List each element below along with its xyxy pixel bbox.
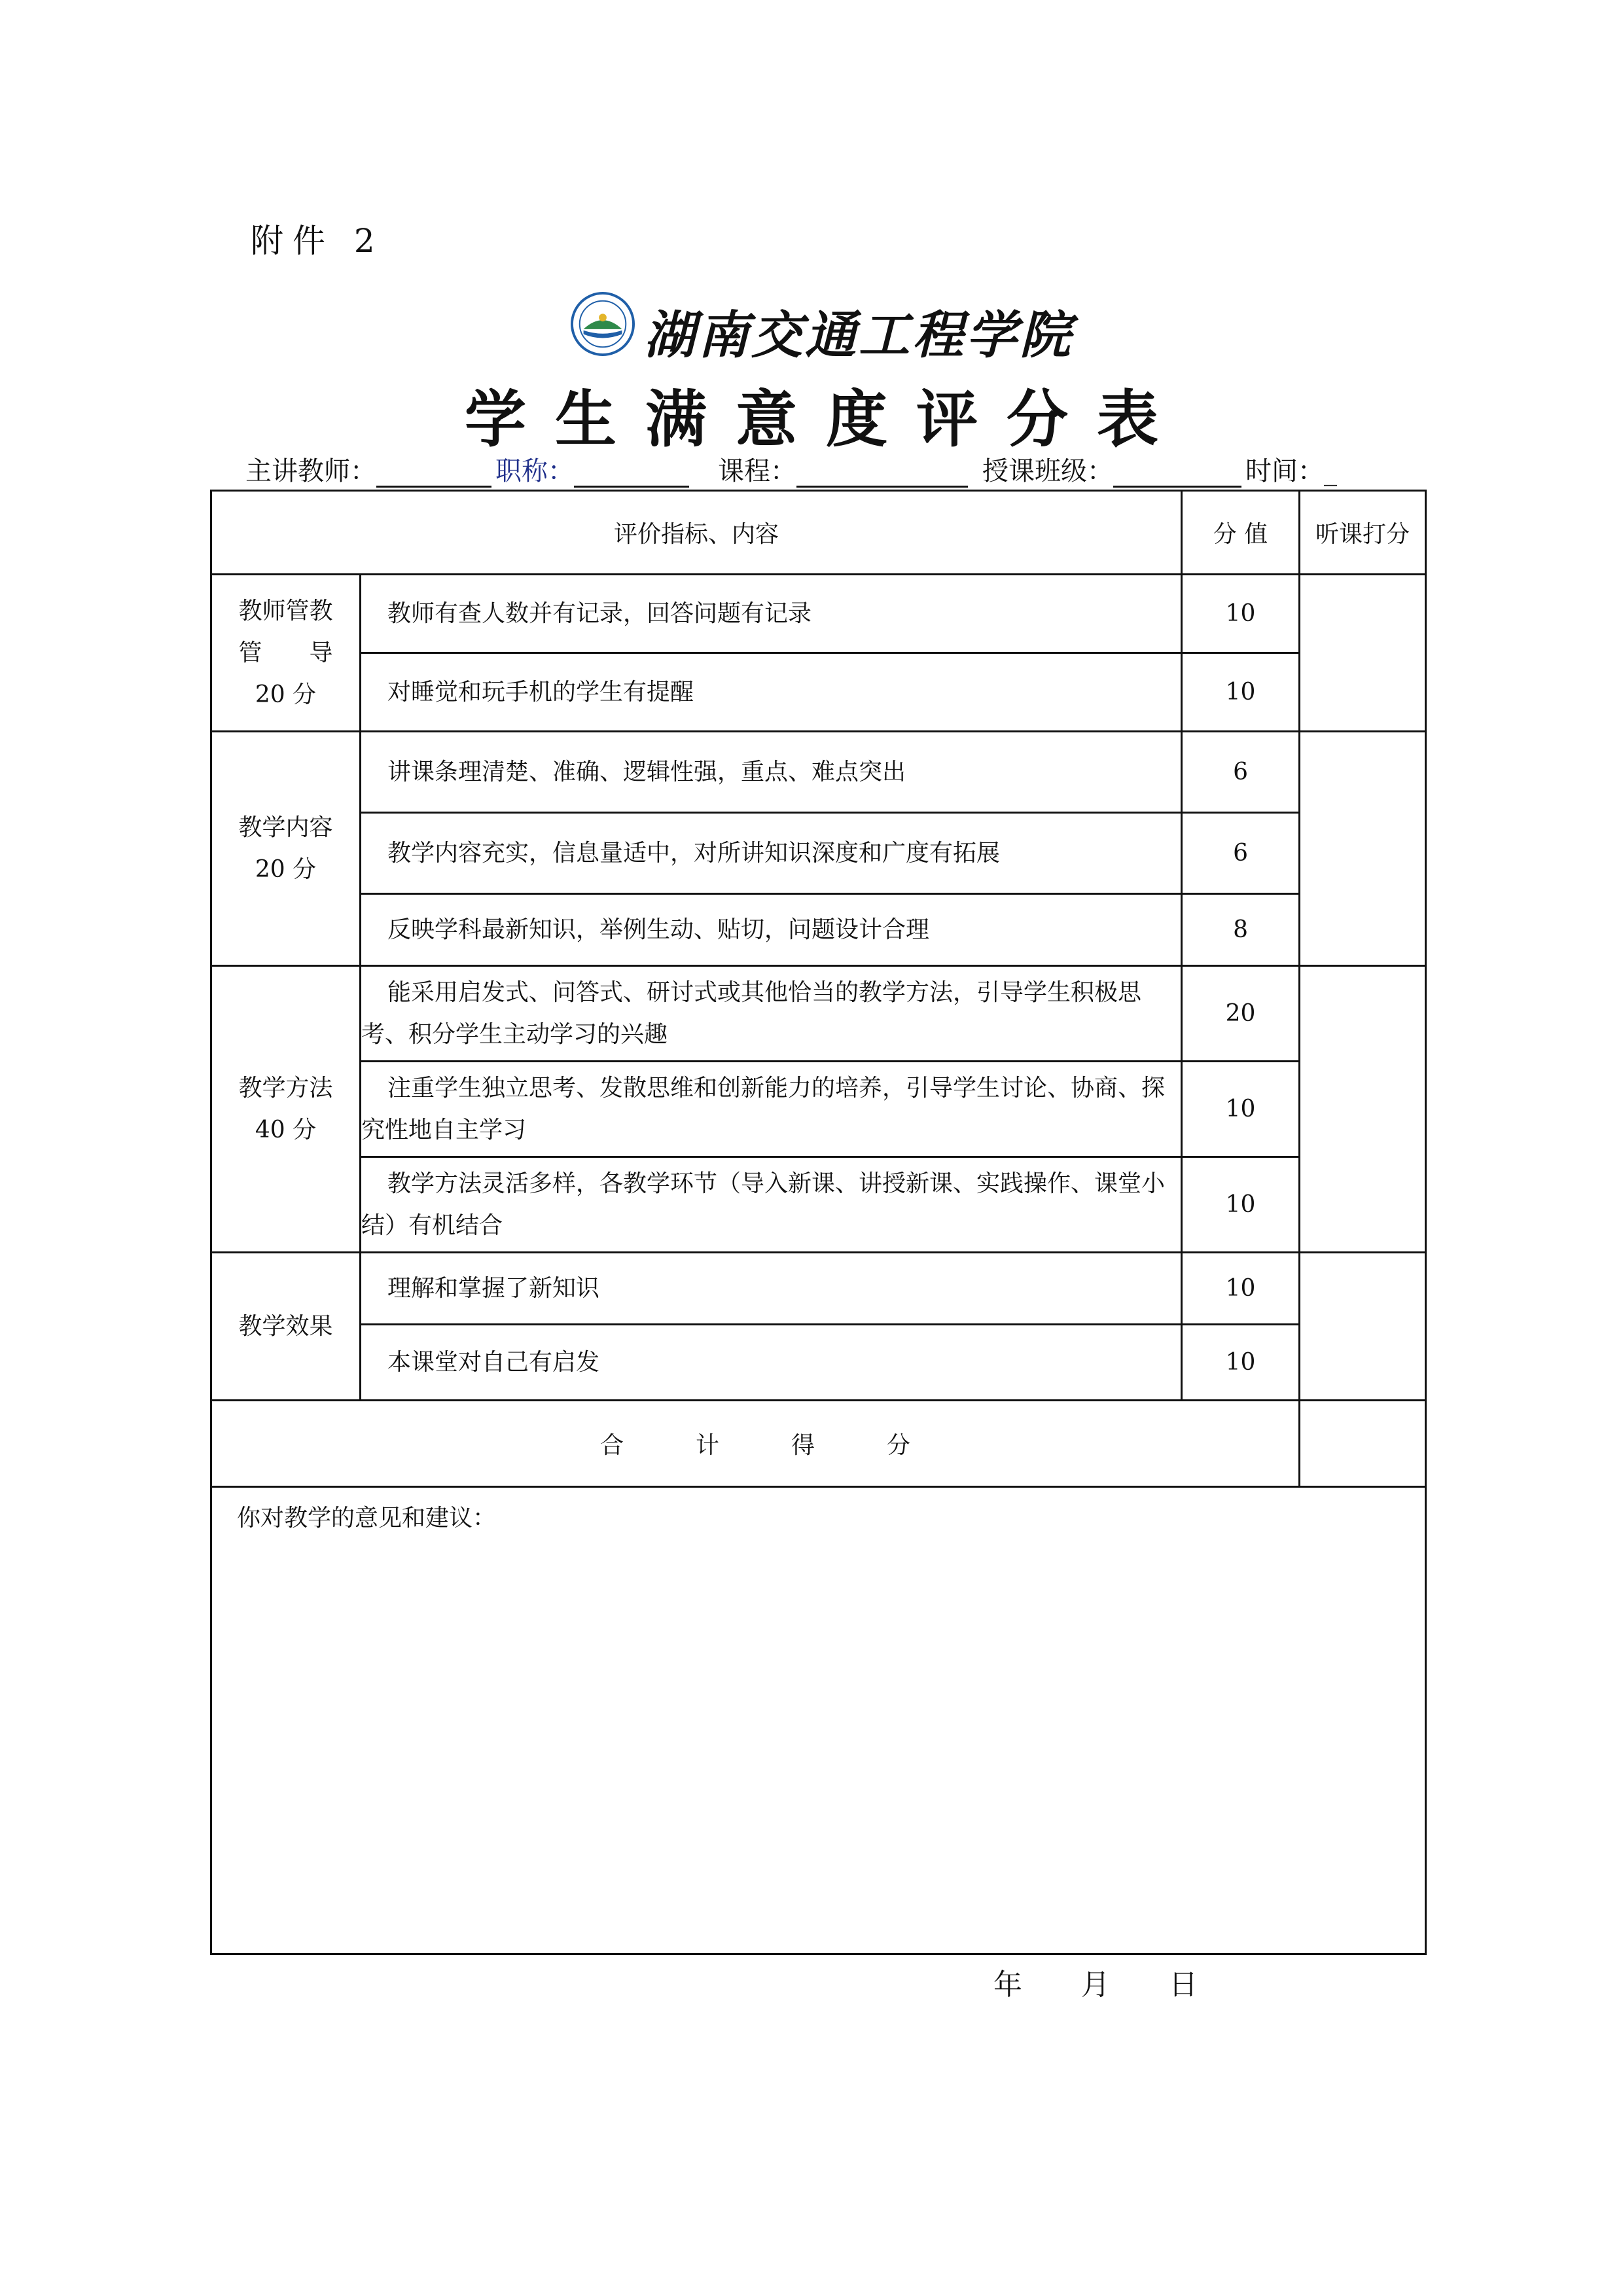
item-text: 教学内容充实，信息量适中，对所讲知识深度和广度有拓展 (387, 839, 1001, 867)
item-text: 注重学生独立思考、发散思维和创新能力的培养，引导学生讨论、协商、探究性地自主学习 (361, 1074, 1166, 1143)
category-cell (211, 1253, 361, 1401)
item-text: 理解和掌握了新知识 (387, 1274, 600, 1302)
item-cell (361, 1253, 1182, 1325)
date-month: 月 (1081, 1968, 1110, 2001)
item-score: 8 (1182, 894, 1300, 966)
header-score: 分 值 (1182, 491, 1300, 575)
item-cell (361, 1062, 1182, 1157)
item-text: 对睡觉和玩手机的学生有提醒 (387, 678, 694, 706)
rating-cell[interactable] (1300, 575, 1426, 732)
title-field[interactable] (574, 458, 689, 488)
item-text: 反映学科最新知识，举例生动、贴切，问题设计合理 (387, 916, 930, 943)
date-day: 日 (1169, 1968, 1198, 2001)
teacher-label: 主讲教师： (245, 456, 376, 486)
school-name: 湖南交通工程学院 (644, 306, 1074, 365)
item-text: 教师有查人数并有记录，回答问题有记录 (387, 600, 812, 627)
class-field[interactable] (1113, 458, 1241, 488)
item-cell (361, 813, 1182, 894)
item-text: 讲课条理清楚、准确、逻辑性强，重点、难点突出 (387, 758, 906, 785)
item-score: 10 (1182, 1157, 1300, 1253)
class-label: 授课班级： (982, 456, 1113, 486)
item-cell (361, 966, 1182, 1062)
item-score: 10 (1182, 1253, 1300, 1325)
item-cell (361, 653, 1182, 732)
category-label: 教学方法 40 分 (238, 1074, 333, 1143)
category-label: 教学效果 (238, 1312, 333, 1340)
item-text: 能采用启发式、问答式、研讨式或其他恰当的教学方法，引导学生积极思考、积分学生主动学习的兴趣 (361, 978, 1142, 1048)
item-cell (361, 1325, 1182, 1401)
form-info-line (245, 450, 1337, 488)
date-year: 年 (993, 1968, 1022, 2001)
suggestion-label: 你对教学的意见和建议： (237, 1505, 497, 1532)
suggestion-area[interactable] (211, 1487, 1426, 1954)
header-content: 评价指标、内容 (211, 491, 1182, 575)
item-score: 6 (1182, 732, 1300, 813)
item-cell (361, 732, 1182, 813)
category-cell (211, 732, 361, 966)
category-label: 教学内容 20 分 (238, 814, 333, 883)
item-score: 20 (1182, 966, 1300, 1062)
course-label: 课程： (718, 456, 796, 486)
item-score: 10 (1182, 575, 1300, 653)
rating-cell[interactable] (1300, 1253, 1426, 1401)
school-seal-logo-icon (571, 292, 635, 356)
rating-cell[interactable] (1300, 966, 1426, 1253)
category-label: 教师管教 管 导 20 分 (238, 597, 333, 708)
total-label: 合计得分 (211, 1401, 1300, 1487)
category-cell (211, 575, 361, 732)
evaluation-table (210, 490, 1427, 1955)
item-score: 10 (1182, 1062, 1300, 1157)
item-score: 6 (1182, 813, 1300, 894)
item-text: 教学方法灵活多样，各教学环节（导入新课、讲授新课、实践操作、课堂小结）有机结合 (361, 1170, 1166, 1239)
category-cell (211, 966, 361, 1253)
item-cell (361, 1157, 1182, 1253)
item-cell (361, 575, 1182, 653)
item-text: 本课堂对自己有启发 (387, 1348, 600, 1376)
total-score-cell[interactable] (1300, 1401, 1426, 1487)
time-label[interactable]: 时间：_ (1245, 456, 1337, 486)
course-field[interactable] (796, 458, 968, 488)
item-score: 10 (1182, 653, 1300, 732)
teacher-field[interactable] (376, 458, 491, 488)
rating-cell[interactable] (1300, 732, 1426, 966)
item-cell (361, 894, 1182, 966)
school-header (571, 288, 1074, 365)
annex-label: 附件 2 (251, 222, 384, 260)
header-rating: 听课打分 (1300, 491, 1426, 575)
form-title: 学生满意度评分表 (464, 384, 1187, 456)
title-label: 职称： (495, 456, 574, 486)
item-score: 10 (1182, 1325, 1300, 1401)
date-line (993, 1961, 1198, 2003)
